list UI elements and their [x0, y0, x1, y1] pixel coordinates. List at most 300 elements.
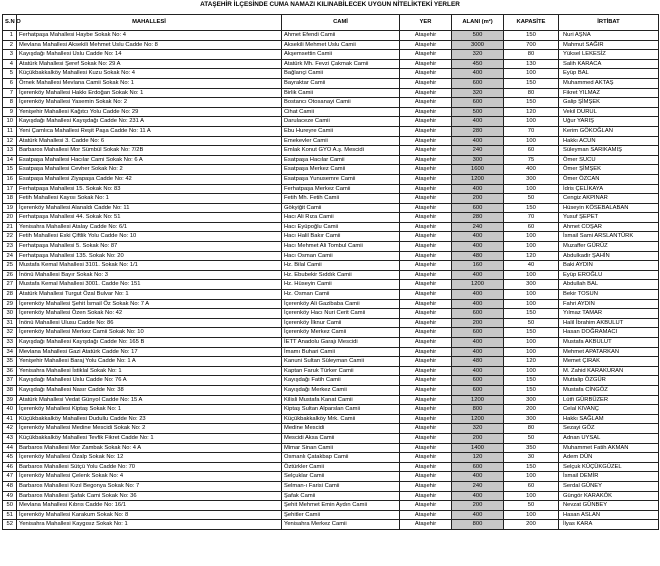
table-row — [3, 98, 659, 108]
header-cami: CAMİ — [282, 15, 400, 31]
cell-cami: Bağlarıçi Camii — [282, 69, 400, 79]
table-row — [3, 318, 659, 328]
cell-irtibat: Fahri AYDIN — [559, 299, 659, 309]
cell-cami: Gökyiğit Camii — [282, 203, 400, 213]
cell-cami: Kiptaş Sultan Alparslan Camii — [282, 405, 400, 415]
table-row — [3, 184, 659, 194]
cell-irtibat: Cengiz AKPINAR — [559, 194, 659, 204]
cell-yer: Ataşehir — [400, 69, 452, 79]
cell-yer: Ataşehir — [400, 107, 452, 117]
table-row — [3, 501, 659, 511]
cell-yer: Ataşehir — [400, 280, 452, 290]
table-row — [3, 31, 659, 41]
cell-no: 5 — [3, 69, 17, 79]
table-row — [3, 481, 659, 491]
cell-kapasite: 300 — [504, 280, 559, 290]
cell-no: 1 — [3, 31, 17, 41]
cell-yer: Ataşehir — [400, 501, 452, 511]
cell-mahalle: Ferhatpaşa Mahallesi 135. Sokak No: 20 — [17, 251, 282, 261]
cell-cami: Mescidi Aksa Camii — [282, 433, 400, 443]
cell-alan: 280 — [452, 213, 504, 223]
cell-yer: Ataşehir — [400, 194, 452, 204]
cell-kapasite: 300 — [504, 174, 559, 184]
cell-kapasite: 80 — [504, 50, 559, 60]
cell-kapasite: 400 — [504, 165, 559, 175]
cell-yer: Ataşehir — [400, 481, 452, 491]
table-row — [3, 222, 659, 232]
cell-mahalle: Barbaros Mahallesi Mor Sümbül Sokak No: 7/2B — [17, 146, 282, 156]
cell-mahalle: İçerenköy Mahallesi Yasemin Sokak No: 2 — [17, 98, 282, 108]
cell-irtibat: Abdulkadir ŞAHİN — [559, 251, 659, 261]
cell-no: 21 — [3, 222, 17, 232]
cell-no: 20 — [3, 213, 17, 223]
cell-kapasite: 120 — [504, 251, 559, 261]
cell-kapasite: 100 — [504, 184, 559, 194]
cell-irtibat: Bekir TOSUN — [559, 290, 659, 300]
cell-yer: Ataşehir — [400, 510, 452, 520]
cell-alan: 600 — [452, 203, 504, 213]
cell-irtibat: Eyüp BAL — [559, 69, 659, 79]
cell-cami: Esatpaşa Hacılar Camii — [282, 155, 400, 165]
table-body — [3, 31, 659, 530]
cell-cami: İmamı Buhari Camii — [282, 347, 400, 357]
cell-alan: 280 — [452, 126, 504, 136]
cell-kapasite: 150 — [504, 31, 559, 41]
cell-yer: Ataşehir — [400, 213, 452, 223]
cell-mahalle: Kayışdağı Mahallesi Uslu Cadde No: 76 A — [17, 376, 282, 386]
cell-irtibat: Ömer SUCU — [559, 155, 659, 165]
cell-irtibat: Galip ŞİMŞEK — [559, 98, 659, 108]
cell-irtibat: Mehmet APATARKAN — [559, 347, 659, 357]
cell-mahalle: Ferhatpaşa Mahallesi 44. Sokak No: 51 — [17, 213, 282, 223]
cell-kapasite: 150 — [504, 98, 559, 108]
cell-kapasite: 150 — [504, 78, 559, 88]
table-row — [3, 433, 659, 443]
cell-yer: Ataşehir — [400, 366, 452, 376]
cell-no: 25 — [3, 261, 17, 271]
cell-mahalle: Atatürk Mahallesi Şeref Sokak No: 29 A — [17, 59, 282, 69]
cell-irtibat: Mahmut SAĞIR — [559, 40, 659, 50]
mosque-table — [2, 14, 659, 530]
cell-mahalle: Esatpaşa Mahallesi Ziyapaşa Cadde No: 42 — [17, 174, 282, 184]
cell-mahalle: Atatürk Mahallesi Vedat Günyol Cadde No: 15 A — [17, 395, 282, 405]
cell-no: 46 — [3, 462, 17, 472]
cell-no: 13 — [3, 146, 17, 156]
cell-mahalle: İçerenköy Mahallesi Özalp Sokak No: 12 — [17, 453, 282, 463]
cell-kapasite: 100 — [504, 69, 559, 79]
cell-cami: Osmanlı Çatakbap Camii — [282, 453, 400, 463]
cell-kapasite: 100 — [504, 242, 559, 252]
cell-cami: Atatürk Mh. Fevzi Çakmak Camii — [282, 59, 400, 69]
cell-no: 14 — [3, 155, 17, 165]
cell-cami: Ahmet Efendi Camii — [282, 31, 400, 41]
cell-kapasite: 50 — [504, 433, 559, 443]
cell-kapasite: 100 — [504, 270, 559, 280]
table-row — [3, 165, 659, 175]
table-row — [3, 491, 659, 501]
cell-alan: 400 — [452, 136, 504, 146]
cell-kapasite: 350 — [504, 443, 559, 453]
cell-irtibat: Yılmaz TAMAR — [559, 309, 659, 319]
cell-no: 34 — [3, 347, 17, 357]
cell-cami: Yenisahra Merkez Camii — [282, 520, 400, 530]
document-title: ATAŞEHİR İLÇESİNDE CUMA NAMAZI KILINABİLECEK UYGUN NİTELİKTEKİ YERLER — [200, 1, 460, 8]
cell-yer: Ataşehir — [400, 328, 452, 338]
cell-mahalle: Barbaros Mahallesi Şafak Cami Sokak No: 36 — [17, 491, 282, 501]
cell-irtibat: Hakkı SAĞLAM — [559, 414, 659, 424]
cell-no: 24 — [3, 251, 17, 261]
cell-kapasite: 150 — [504, 203, 559, 213]
cell-alan: 600 — [452, 78, 504, 88]
cell-yer: Ataşehir — [400, 261, 452, 271]
cell-no: 31 — [3, 318, 17, 328]
table-row — [3, 69, 659, 79]
cell-no: 29 — [3, 299, 17, 309]
cell-kapasite: 120 — [504, 357, 559, 367]
cell-yer: Ataşehir — [400, 462, 452, 472]
cell-yer: Ataşehir — [400, 520, 452, 530]
cell-cami: Ebu Hureyre Camii — [282, 126, 400, 136]
cell-alan: 480 — [452, 251, 504, 261]
cell-yer: Ataşehir — [400, 309, 452, 319]
cell-no: 51 — [3, 510, 17, 520]
cell-kapasite: 100 — [504, 136, 559, 146]
cell-mahalle: Yenisahra Mahallesi Kaygısız Sokak No: 1 — [17, 520, 282, 530]
cell-no: 42 — [3, 424, 17, 434]
cell-yer: Ataşehir — [400, 376, 452, 386]
cell-irtibat: Halil İbrahim AKBULUT — [559, 318, 659, 328]
cell-cami: Cihat Camii — [282, 107, 400, 117]
cell-no: 4 — [3, 59, 17, 69]
cell-cami: İçerenköy Merkez Camii — [282, 328, 400, 338]
cell-mahalle: İçerenköy Mahallesi Medine Mescidi Sokak No: 2 — [17, 424, 282, 434]
cell-no: 6 — [3, 78, 17, 88]
cell-alan: 120 — [452, 453, 504, 463]
cell-yer: Ataşehir — [400, 318, 452, 328]
cell-cami: Kaptan Faruk Türker Camii — [282, 366, 400, 376]
table-row — [3, 126, 659, 136]
cell-mahalle: Kayışdağı Mahallesi Kayışdağı Cadde No: 165 B — [17, 338, 282, 348]
cell-alan: 200 — [452, 433, 504, 443]
cell-kapasite: 100 — [504, 232, 559, 242]
table-row — [3, 520, 659, 530]
cell-cami: İçerenköy Hacı Nuri Cerit Camii — [282, 309, 400, 319]
cell-mahalle: Yenisahra Mahallesi İstiklal Sokak No: 1 — [17, 366, 282, 376]
cell-cami: Mimar Sinan Camii — [282, 443, 400, 453]
cell-yer: Ataşehir — [400, 50, 452, 60]
cell-yer: Ataşehir — [400, 491, 452, 501]
cell-cami: Şafak Camii — [282, 491, 400, 501]
cell-mahalle: Barbaros Mahallesi Sütçü Yolu Cadde No: 70 — [17, 462, 282, 472]
cell-cami: Hz. Hüseyin Camii — [282, 280, 400, 290]
table-row — [3, 59, 659, 69]
cell-kapasite: 150 — [504, 309, 559, 319]
cell-irtibat: Nevzat GÜNBEY — [559, 501, 659, 511]
cell-irtibat: İsmail Sami ARSLANTÜRK — [559, 232, 659, 242]
cell-kapasite: 50 — [504, 318, 559, 328]
table-row — [3, 88, 659, 98]
cell-alan: 320 — [452, 424, 504, 434]
cell-cami: Hacı Eyüpoğlu Camii — [282, 222, 400, 232]
cell-irtibat: Ömer ÖZCAN — [559, 174, 659, 184]
cell-irtibat: İlyas KARA — [559, 520, 659, 530]
cell-cami: Öztürkler Camii — [282, 462, 400, 472]
table-row — [3, 366, 659, 376]
cell-kapasite: 150 — [504, 328, 559, 338]
cell-mahalle: Mustafa Kemal Mahallesi 3001. Cadde No: 151 — [17, 280, 282, 290]
table-header-row — [3, 15, 659, 31]
cell-irtibat: Ömer ŞİMŞEK — [559, 165, 659, 175]
cell-cami: Emekevler Camii — [282, 136, 400, 146]
cell-irtibat: Muhammed AKTAŞ — [559, 78, 659, 88]
cell-yer: Ataşehir — [400, 165, 452, 175]
cell-no: 2 — [3, 40, 17, 50]
cell-no: 28 — [3, 290, 17, 300]
table-row — [3, 309, 659, 319]
table-row — [3, 357, 659, 367]
cell-alan: 240 — [452, 146, 504, 156]
cell-alan: 200 — [452, 318, 504, 328]
table-row — [3, 395, 659, 405]
cell-cami: Hacı Ali Rıza Camii — [282, 213, 400, 223]
cell-irtibat: Salih KARACA — [559, 59, 659, 69]
cell-kapasite: 100 — [504, 472, 559, 482]
cell-irtibat: Fikret YILMAZ — [559, 88, 659, 98]
cell-mahalle: Ferhatpaşa Mahallesi Haybe Sokak No: 4 — [17, 31, 282, 41]
cell-no: 15 — [3, 165, 17, 175]
cell-yer: Ataşehir — [400, 59, 452, 69]
table-row — [3, 136, 659, 146]
table-row — [3, 117, 659, 127]
cell-kapasite: 150 — [504, 385, 559, 395]
cell-no: 17 — [3, 184, 17, 194]
cell-irtibat: Adem DÜN — [559, 453, 659, 463]
cell-no: 52 — [3, 520, 17, 530]
cell-no: 39 — [3, 395, 17, 405]
cell-no: 48 — [3, 481, 17, 491]
cell-no: 26 — [3, 270, 17, 280]
cell-kapasite: 60 — [504, 481, 559, 491]
cell-irtibat: Hakkı ACUN — [559, 136, 659, 146]
cell-alan: 400 — [452, 242, 504, 252]
cell-yer: Ataşehir — [400, 424, 452, 434]
cell-no: 44 — [3, 443, 17, 453]
cell-no: 22 — [3, 232, 17, 242]
cell-mahalle: Fetih Mahallesi Kayısı Sokak No: 1 — [17, 194, 282, 204]
cell-no: 32 — [3, 328, 17, 338]
cell-irtibat: Adnan UYSAL — [559, 433, 659, 443]
cell-alan: 800 — [452, 520, 504, 530]
cell-alan: 400 — [452, 510, 504, 520]
cell-alan: 600 — [452, 98, 504, 108]
cell-no: 36 — [3, 366, 17, 376]
cell-alan: 160 — [452, 261, 504, 271]
cell-alan: 300 — [452, 155, 504, 165]
cell-no: 16 — [3, 174, 17, 184]
cell-yer: Ataşehir — [400, 136, 452, 146]
cell-yer: Ataşehir — [400, 88, 452, 98]
table-row — [3, 385, 659, 395]
cell-irtibat: Hüseyin KÖSEBALABAN — [559, 203, 659, 213]
cell-irtibat: Baki AYDIN — [559, 261, 659, 271]
cell-alan: 400 — [452, 184, 504, 194]
cell-no: 12 — [3, 136, 17, 146]
cell-no: 27 — [3, 280, 17, 290]
cell-mahalle: Barbaros Mahallesi Mor Zambak Sokak No: 4 A — [17, 443, 282, 453]
cell-cami: İçerenköy Ali Gazibaba Camii — [282, 299, 400, 309]
cell-kapasite: 300 — [504, 395, 559, 405]
cell-irtibat: İsmail DEMİR — [559, 472, 659, 482]
cell-irtibat: Mustafa CİNGÖZ — [559, 385, 659, 395]
cell-mahalle: İçerenköy Mahallesi Çelenk Sokak No: 4 — [17, 472, 282, 482]
cell-no: 43 — [3, 433, 17, 443]
cell-alan: 400 — [452, 232, 504, 242]
cell-alan: 400 — [452, 270, 504, 280]
cell-kapasite: 150 — [504, 462, 559, 472]
cell-irtibat: Sezayi GÖZ — [559, 424, 659, 434]
cell-no: 23 — [3, 242, 17, 252]
cell-kapasite: 75 — [504, 155, 559, 165]
cell-irtibat: Selçuk KÜÇÜKGÜZEL — [559, 462, 659, 472]
cell-mahalle: İnönü Mahallesi Ulusu Cadde No: 86 — [17, 318, 282, 328]
cell-irtibat: Yüksel LEKESİZ — [559, 50, 659, 60]
cell-no: 19 — [3, 203, 17, 213]
cell-mahalle: İçerenköy Mahallesi Şehit İsmail Öz Sokak No: 7 A — [17, 299, 282, 309]
cell-mahalle: Mevlana Mahallesi Gazi Atatürk Cadde No: 17 — [17, 347, 282, 357]
cell-kapasite: 60 — [504, 146, 559, 156]
cell-alan: 400 — [452, 69, 504, 79]
cell-kapasite: 80 — [504, 424, 559, 434]
cell-mahalle: Yeni Çamlıca Mahallesi Reşit Paşa Cadde No: 11 A — [17, 126, 282, 136]
cell-mahalle: Mevlana Mahallesi Kıbrıs Cadde No: 16/1 — [17, 501, 282, 511]
cell-cami: Kanuni Sultan Süleyman Camii — [282, 357, 400, 367]
cell-mahalle: Küçükbakkalköy Mahallesi Kuzu Sokak No: 4 — [17, 69, 282, 79]
cell-cami: Şehit Mehmet Emin Aydın Camii — [282, 501, 400, 511]
cell-kapasite: 200 — [504, 405, 559, 415]
cell-cami: Kayışdağı Fatih Camii — [282, 376, 400, 386]
cell-alan: 500 — [452, 107, 504, 117]
cell-yer: Ataşehir — [400, 242, 452, 252]
cell-alan: 400 — [452, 347, 504, 357]
cell-kapasite: 100 — [504, 347, 559, 357]
cell-alan: 400 — [452, 472, 504, 482]
cell-yer: Ataşehir — [400, 155, 452, 165]
cell-irtibat: İdris ÇELİKAYA — [559, 184, 659, 194]
cell-irtibat: Serdal GÜNEY — [559, 481, 659, 491]
table-row — [3, 270, 659, 280]
cell-yer: Ataşehir — [400, 232, 452, 242]
cell-irtibat: Eyüp EROĞLU — [559, 270, 659, 280]
table-row — [3, 510, 659, 520]
cell-yer: Ataşehir — [400, 357, 452, 367]
cell-yer: Ataşehir — [400, 290, 452, 300]
table-row — [3, 50, 659, 60]
cell-yer: Ataşehir — [400, 433, 452, 443]
cell-irtibat: Memet ÇIRAK — [559, 357, 659, 367]
cell-irtibat: M. Zahid KARAKURAN — [559, 366, 659, 376]
cell-yer: Ataşehir — [400, 338, 452, 348]
table-row — [3, 414, 659, 424]
cell-cami: Kilisli Mustafa Kanat Camii — [282, 395, 400, 405]
cell-no: 40 — [3, 405, 17, 415]
cell-mahalle: Yenişehir Mahallesi Baraj Yolu Cadde No: 1 A — [17, 357, 282, 367]
table-row — [3, 280, 659, 290]
cell-alan: 450 — [452, 59, 504, 69]
cell-mahalle: Kayışdağı Mahallesi Nasır Cadde No: 38 — [17, 385, 282, 395]
cell-irtibat: Muttalip ÖZGÜR — [559, 376, 659, 386]
cell-kapasite: 60 — [504, 222, 559, 232]
cell-cami: Emlak Konut GYO A.ş. Mescidi — [282, 146, 400, 156]
cell-cami: Ferhatpaşa Merkez Camii — [282, 184, 400, 194]
cell-kapasite: 300 — [504, 414, 559, 424]
cell-mahalle: İçerenköy Mahallesi Özen Sokak No: 42 — [17, 309, 282, 319]
cell-alan: 800 — [452, 405, 504, 415]
cell-kapasite: 50 — [504, 194, 559, 204]
cell-cami: Fetih Mh. Fetih Camii — [282, 194, 400, 204]
cell-irtibat: Muhammet Fatih AKMAN — [559, 443, 659, 453]
cell-yer: Ataşehir — [400, 98, 452, 108]
cell-yer: Ataşehir — [400, 146, 452, 156]
cell-kapasite: 100 — [504, 366, 559, 376]
cell-no: 41 — [3, 414, 17, 424]
cell-cami: Hacı Mehmet Ali Tombul Camii — [282, 242, 400, 252]
table-row — [3, 472, 659, 482]
table-row — [3, 40, 659, 50]
cell-mahalle: Yenişehir Mahallesi Kağıtcı Yolu Cadde No: 29 — [17, 107, 282, 117]
cell-no: 11 — [3, 126, 17, 136]
cell-irtibat: Nuri AŞNA — [559, 31, 659, 41]
table-row — [3, 405, 659, 415]
cell-mahalle: Mustafa Kemal Mahallesi 3101. Sokak No: 1/1 — [17, 261, 282, 271]
cell-mahalle: Mevlana Mahallesi Aksekili Mehmet Uslu Cadde No: 8 — [17, 40, 282, 50]
cell-yer: Ataşehir — [400, 184, 452, 194]
cell-mahalle: İçerenköy Mahallesi Hakkı Erdoğan Sokak No: 1 — [17, 88, 282, 98]
cell-no: 30 — [3, 309, 17, 319]
table-row — [3, 376, 659, 386]
cell-cami: Kayışdağı Merkez Camii — [282, 385, 400, 395]
cell-mahalle: Esatpaşa Mahallesi Cevher Sokak No: 2 — [17, 165, 282, 175]
table-row — [3, 347, 659, 357]
cell-mahalle: Ferhatpaşa Mahallesi 5. Sokak No: 87 — [17, 242, 282, 252]
table-row — [3, 194, 659, 204]
cell-kapasite: 100 — [504, 510, 559, 520]
cell-kapasite: 200 — [504, 520, 559, 530]
cell-mahalle: Örnek Mahallesi Mevlana Camii Sokak No: 1 — [17, 78, 282, 88]
cell-alan: 3000 — [452, 40, 504, 50]
header-yer: YER — [400, 15, 452, 31]
cell-irtibat: Hasan ASLAN — [559, 510, 659, 520]
cell-irtibat: Mustafa AKBULUT — [559, 338, 659, 348]
cell-no: 7 — [3, 88, 17, 98]
table-row — [3, 174, 659, 184]
cell-cami: Medine Mescidi — [282, 424, 400, 434]
cell-mahalle: İnönü Mahallesi Bayır Sokak No: 3 — [17, 270, 282, 280]
cell-cami: Hz. Bilal Camii — [282, 261, 400, 271]
cell-irtibat: Uğur YARIŞ — [559, 117, 659, 127]
table-row — [3, 328, 659, 338]
cell-yer: Ataşehir — [400, 203, 452, 213]
cell-mahalle: Küçükbakkalköy Mahallesi Tevfik Fikret Cadde No: 1 — [17, 433, 282, 443]
cell-yer: Ataşehir — [400, 251, 452, 261]
cell-alan: 400 — [452, 299, 504, 309]
table-row — [3, 453, 659, 463]
cell-alan: 400 — [452, 117, 504, 127]
cell-cami: Hz. Osman Camii — [282, 290, 400, 300]
cell-cami: Bostancı Otosanayi Camii — [282, 98, 400, 108]
cell-mahalle: Yenisahra Mahallesi Atalay Cadde No: 6/1 — [17, 222, 282, 232]
cell-irtibat: Süleyman SARIKAMIŞ — [559, 146, 659, 156]
cell-cami: Aksekili Mehmet Uslu Camii — [282, 40, 400, 50]
